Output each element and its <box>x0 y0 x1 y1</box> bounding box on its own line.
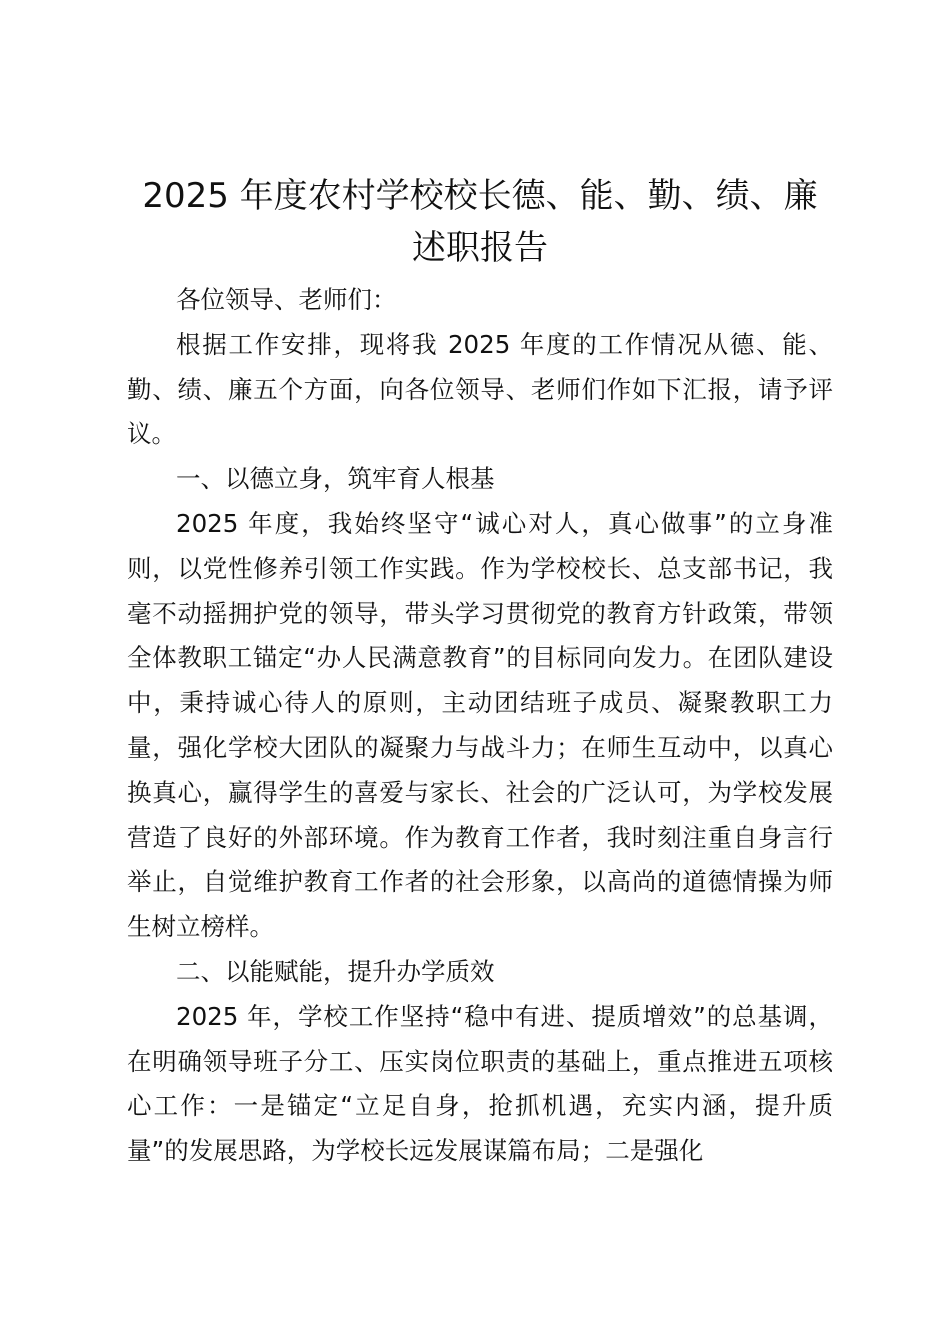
intro-paragraph: 根据工作安排，现将我 2025 年度的工作情况从德、能、勤、绩、廉五个方面，向各位领导、老师们作如下汇报，请予评议。 <box>127 329 833 449</box>
section-2-heading: 二、以能赋能，提升办学质效 <box>176 956 495 986</box>
section-2-body: 2025 年，学校工作坚持“稳中有进、提质增效”的总基调，在明确领导班子分工、压实岗位职责的基础上，重点推进五项核心工作：一是锚定“立足自身，抢抓机遇，充实内涵，提升质量”的发展思路，为学校长远发展谋篇布局；二是强化 <box>127 1001 833 1166</box>
title-line-2: 述职报告 <box>412 228 548 268</box>
document-title <box>127 170 833 274</box>
title-line-1: 2025 年度农村学校校长德、能、勤、绩、廉 <box>142 176 818 216</box>
section-1-body: 2025 年度，我始终坚守“诚心对人，真心做事”的立身准则，以党性修养引领工作实践。作为学校校长、总支部书记，我毫不动摇拥护党的领导，带头学习贯彻党的教育方针政策，带领全体教职工锚定“办人民满意教育”的目标同向发力。在团队建设中，秉持诚心待人的原则，主动团结班子成员、凝聚教职工力量，强化学校大团队的凝聚力与战斗力；在师生互动中，以真心换真心，赢得学生的喜爱与家长、社会的广泛认可，为学校发展营造了良好的外部环境。作为教育工作者，我时刻注重自身言行举止，自觉维护教育工作者的社会形象，以高尚的道德情操为师生树立榜样。 <box>127 508 833 942</box>
section-1-heading: 一、以德立身，筑牢育人根基 <box>176 464 495 494</box>
document-body <box>127 170 833 1174</box>
salutation: 各位领导、老师们： <box>176 285 397 314</box>
